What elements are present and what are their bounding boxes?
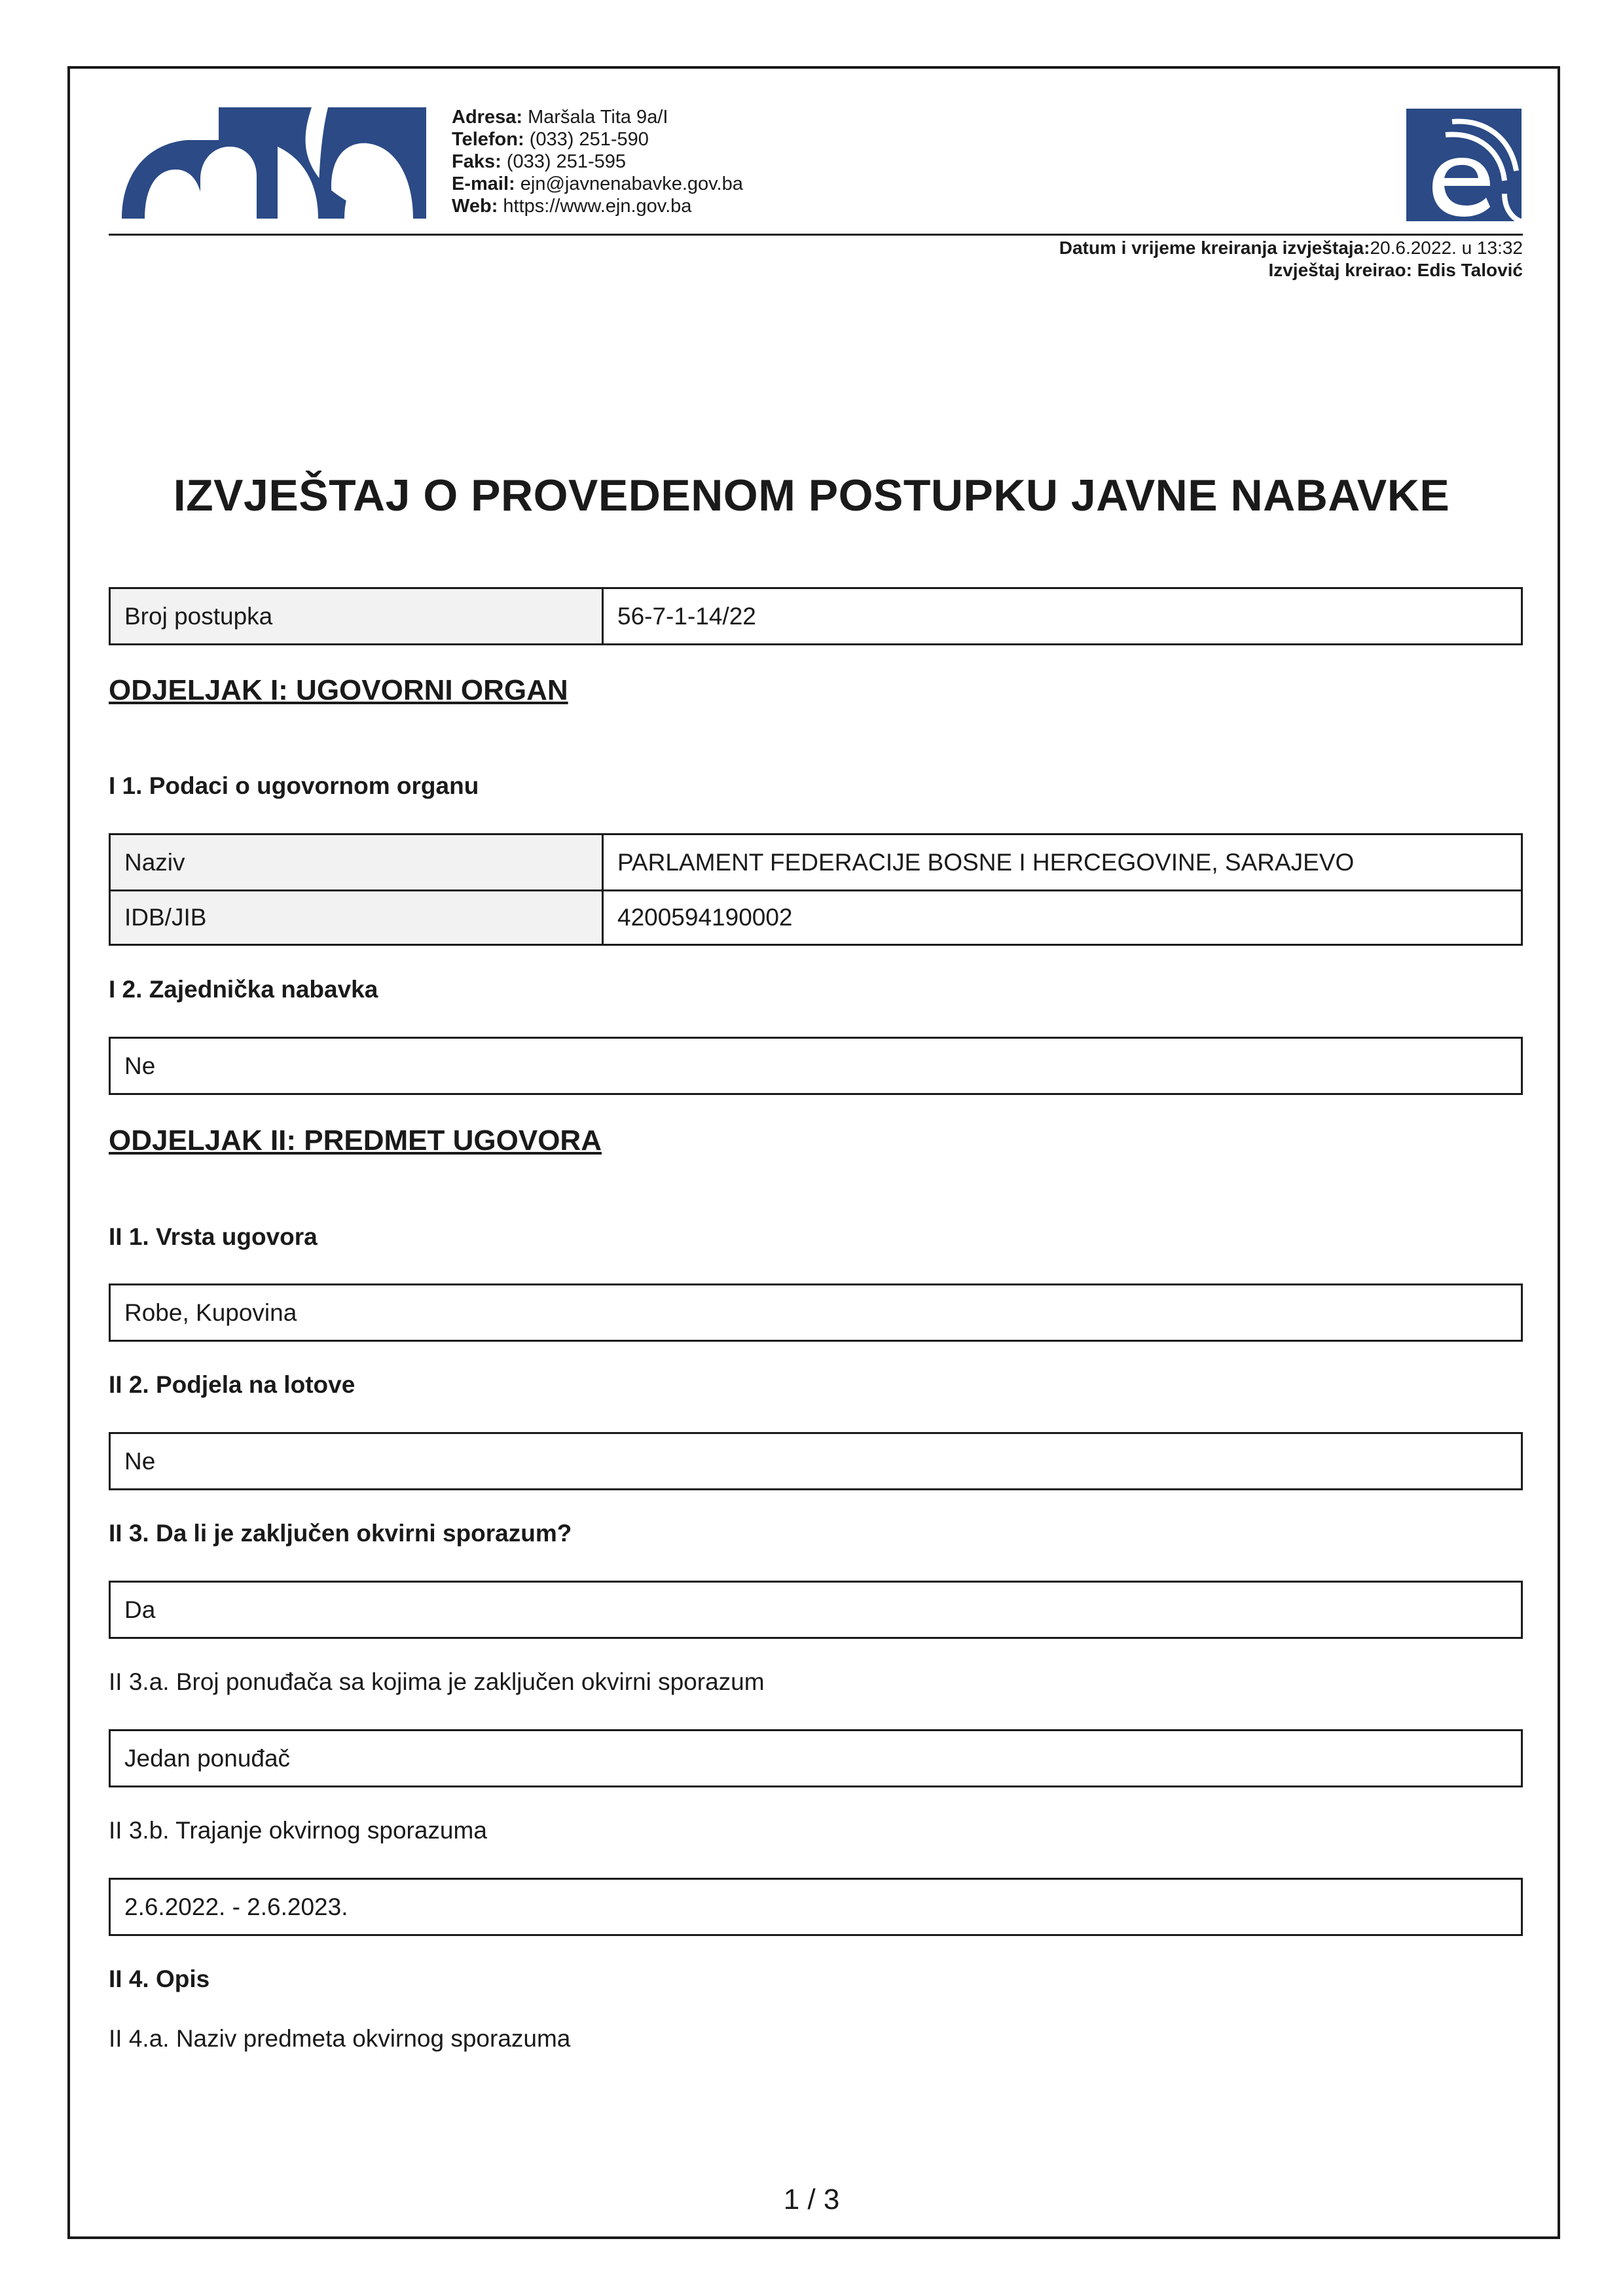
idb-value: 4200594190002	[617, 904, 793, 931]
ejn-logo	[1406, 109, 1522, 221]
contract-type-value: Robe, Kupovina	[109, 1283, 1523, 1342]
section-1-2-heading: I 2. Zajednička nabavka	[109, 976, 378, 1003]
agency-logo	[122, 107, 426, 219]
section-2-1-heading: II 1. Vrsta ugovora	[109, 1223, 318, 1250]
contracting-authority-table	[109, 833, 1523, 946]
header-divider	[109, 234, 1523, 236]
contact-block	[452, 106, 743, 217]
report-meta	[1059, 237, 1523, 281]
section-2-3a-label: II 3.a. Broj ponuđača sa kojima je zaključen okvirni sporazum	[109, 1668, 765, 1695]
bidder-count-value: Jedan ponuđač	[109, 1729, 1523, 1787]
lots-value: Ne	[109, 1432, 1523, 1490]
name-label: Naziv	[111, 835, 604, 889]
section-2-heading: ODJELJAK II: PREDMET UGOVORA	[109, 1124, 602, 1157]
procedure-table	[109, 587, 1523, 645]
procedure-value: 56-7-1-14/22	[617, 602, 756, 630]
page-number: 1 / 3	[783, 2183, 840, 2215]
document-title: IZVJEŠTAJ O PROVEDENOM POSTUPKU JAVNE NABAVKE	[173, 471, 1450, 520]
contact-phone: Telefon: (033) 251-590	[452, 129, 649, 150]
framework-agreement-value: Da	[109, 1581, 1523, 1639]
report-author: Izvještaj kreirao: Edis Talović	[1268, 260, 1523, 280]
contact-web: Web: https://www.ejn.gov.ba	[452, 196, 692, 217]
duration-value: 2.6.2022. - 2.6.2023.	[109, 1878, 1523, 1936]
idb-label: IDB/JIB	[111, 891, 604, 944]
contact-fax: Faks: (033) 251-595	[452, 151, 627, 172]
contact-address: Adresa: Maršala Tita 9a/I	[452, 107, 668, 128]
section-2-4-heading: II 4. Opis	[109, 1965, 210, 1992]
section-2-3-heading: II 3. Da li je zaključen okvirni sporazum?	[109, 1520, 572, 1547]
procedure-row	[111, 589, 1521, 643]
table-row	[111, 835, 1521, 889]
contact-email: E-mail: ejn@javnenabavke.gov.ba	[452, 173, 743, 194]
section-2-2-heading: II 2. Podjela na lotove	[109, 1371, 356, 1398]
section-2-3b-label: II 3.b. Trajanje okvirnog sporazuma	[109, 1817, 487, 1844]
section-1-1-heading: I 1. Podaci o ugovornom organu	[109, 772, 479, 799]
section-1-heading: ODJELJAK I: UGOVORNI ORGAN	[109, 674, 568, 706]
table-row	[111, 889, 1521, 944]
section-2-4a-label: II 4.a. Naziv predmeta okvirnog sporazuma	[109, 2025, 571, 2052]
name-value: PARLAMENT FEDERACIJE BOSNE I HERCEGOVINE, SARAJEVO	[617, 848, 1355, 876]
created-datetime: Datum i vrijeme kreiranja izvještaja:20.6.2022. u 13:32	[1059, 238, 1523, 258]
joint-procurement-value: Ne	[109, 1037, 1523, 1095]
procedure-label: Broj postupka	[111, 589, 604, 643]
